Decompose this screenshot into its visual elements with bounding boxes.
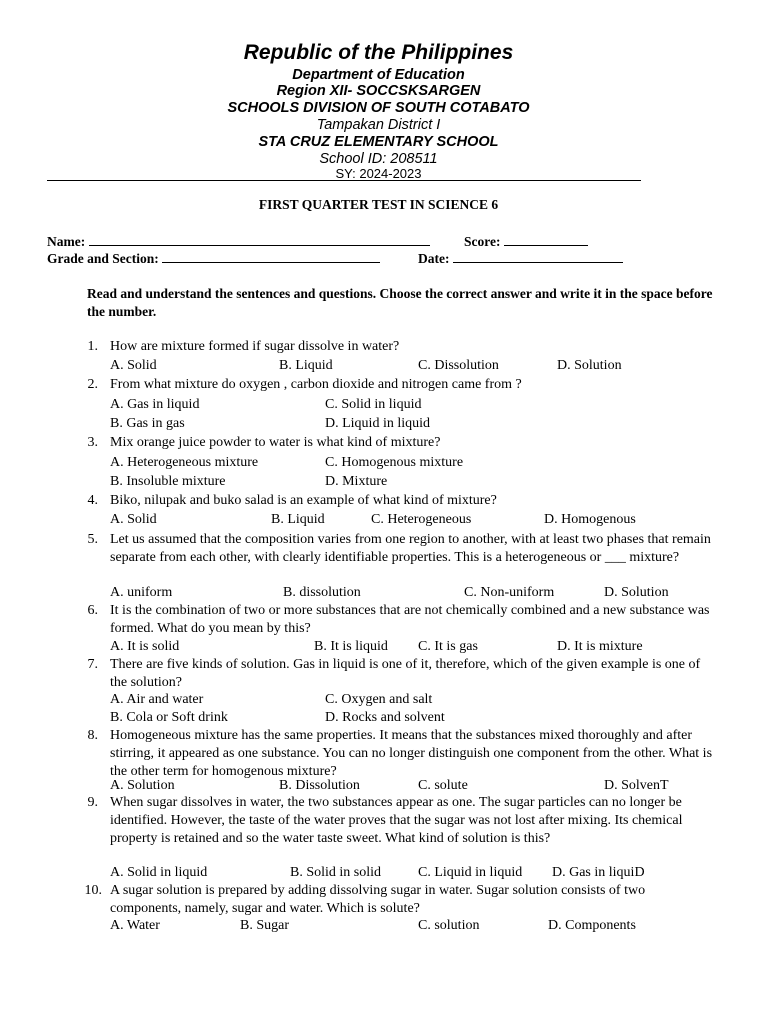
option-d: D. Gas in liquiD	[552, 865, 645, 880]
option-d: D. Homogenous	[544, 512, 636, 527]
option-c: C. solute	[418, 778, 468, 793]
question-text: How are mixture formed if sugar dissolve in water?	[110, 339, 400, 354]
question-text: Mix orange juice powder to water is what kind of mixture?	[110, 435, 441, 450]
question-number: 3.	[87, 435, 98, 450]
question-number: 1.	[87, 339, 98, 354]
header-divider	[47, 180, 641, 181]
instructions: Read and understand the sentences and questions. Choose the correct answer and write it in the space before the number.	[87, 286, 713, 319]
test-title: FIRST QUARTER TEST IN SCIENCE 6	[258, 197, 499, 212]
option-d: D. It is mixture	[557, 639, 643, 654]
option-a: A. uniform	[110, 585, 173, 600]
header-school: STA CRUZ ELEMENTARY SCHOOL	[258, 134, 499, 150]
option-c: C. Oxygen and salt	[325, 692, 433, 707]
option-b: B. Solid in solid	[290, 865, 382, 880]
score-field	[464, 233, 588, 250]
header-school-id: School ID: 208511	[319, 151, 438, 167]
date-field	[418, 250, 623, 267]
question-text: Homogeneous mixture has the same properties. It means that the substances mixed thoroughly and after stirring, it appeared as one substance. You can no longer distinguish one component from the other. What is the other term for homogenous mixture?	[110, 728, 713, 779]
question-text: Biko, nilupak and buko salad is an example of what kind of mixture?	[110, 493, 497, 508]
option-c: C. Dissolution	[418, 358, 499, 373]
option-b: B. Gas in gas	[110, 416, 185, 431]
question-text: There are five kinds of solution. Gas in liquid is one of it, therefore, which of the given example is one of the solution?	[110, 657, 701, 690]
question-number: 10.	[84, 883, 102, 898]
option-c: C. solution	[418, 918, 480, 933]
option-d: D. Liquid in liquid	[325, 416, 430, 431]
option-a: A. Solid in liquid	[110, 865, 208, 880]
question-text: When sugar dissolves in water, the two substances appear as one. The sugar particles can no longer be identified. However, the taste of the water proves that the sugar was not lost after mixing. Its chemical property is retained and so the water taste sweet. What kind of solution is this?	[110, 795, 683, 846]
option-d: D. Solution	[557, 358, 622, 373]
option-c: C. Heterogeneous	[371, 512, 472, 527]
option-d: D. Rocks and solvent	[325, 710, 445, 725]
question-number: 8.	[87, 728, 98, 743]
option-b: B. Insoluble mixture	[110, 474, 226, 489]
header-division: SCHOOLS DIVISION OF SOUTH COTABATO	[227, 100, 530, 116]
question-text: It is the combination of two or more substances that are not chemically combined and a new substance was formed. What do you mean by this?	[110, 603, 710, 636]
option-b: B. Liquid	[279, 358, 333, 373]
option-b: B. Liquid	[271, 512, 325, 527]
question-text: From what mixture do oxygen , carbon dioxide and nitrogen came from ?	[110, 377, 522, 392]
date-blank-line	[453, 250, 623, 263]
option-d: D. SolvenT	[604, 778, 669, 793]
header-region: Region XII- SOCCSKSARGEN	[276, 83, 481, 99]
option-a: A. It is solid	[110, 639, 180, 654]
grade-section-blank-line	[162, 250, 380, 263]
option-c: C. Liquid in liquid	[418, 865, 523, 880]
date-label: Date:	[418, 251, 450, 266]
score-blank-line	[504, 233, 588, 246]
option-c: C. It is gas	[418, 639, 478, 654]
option-a: A. Solid	[110, 512, 157, 527]
header-district: Tampakan District I	[316, 117, 441, 133]
option-b: B. dissolution	[283, 585, 361, 600]
name-label: Name:	[47, 234, 86, 249]
option-b: B. Sugar	[240, 918, 289, 933]
score-label: Score:	[464, 234, 501, 249]
option-d: D. Components	[548, 918, 636, 933]
option-d: D. Solution	[604, 585, 669, 600]
question-number: 2.	[87, 377, 98, 392]
option-a: A. Gas in liquid	[110, 397, 200, 412]
name-blank-line	[89, 233, 430, 246]
grade-section-label: Grade and Section:	[47, 251, 159, 266]
option-b: B. It is liquid	[314, 639, 388, 654]
header-department: Department of Education	[292, 67, 465, 83]
option-a: A. Heterogeneous mixture	[110, 455, 259, 470]
question-text: A sugar solution is prepared by adding dissolving sugar in water. Sugar solution consists of two components, namely, sugar and water. Which is solute?	[110, 883, 646, 916]
question-number: 5.	[87, 532, 98, 547]
question-number: 4.	[87, 493, 98, 508]
option-c: C. Non-uniform	[464, 585, 555, 600]
header-republic: Republic of the Philippines	[243, 41, 514, 64]
option-a: A. Solution	[110, 778, 175, 793]
option-a: A. Air and water	[110, 692, 204, 707]
name-field	[47, 233, 430, 250]
header-school-year: SY: 2024-2023	[335, 166, 422, 181]
option-a: A. Water	[110, 918, 160, 933]
option-c: C. Solid in liquid	[325, 397, 422, 412]
question-number: 6.	[87, 603, 98, 618]
option-c: C. Homogenous mixture	[325, 455, 464, 470]
option-d: D. Mixture	[325, 474, 388, 489]
option-b: B. Dissolution	[279, 778, 360, 793]
option-a: A. Solid	[110, 358, 157, 373]
grade-section-field	[47, 250, 380, 267]
option-b: B. Cola or Soft drink	[110, 710, 228, 725]
question-text: Let us assumed that the composition varies from one region to another, with at least two phases that remain separate from each other, with clearly identifiable properties. This is a heterogeneous or ___ mixture?	[110, 532, 711, 565]
question-number: 7.	[87, 657, 98, 672]
question-number: 9.	[87, 795, 98, 810]
